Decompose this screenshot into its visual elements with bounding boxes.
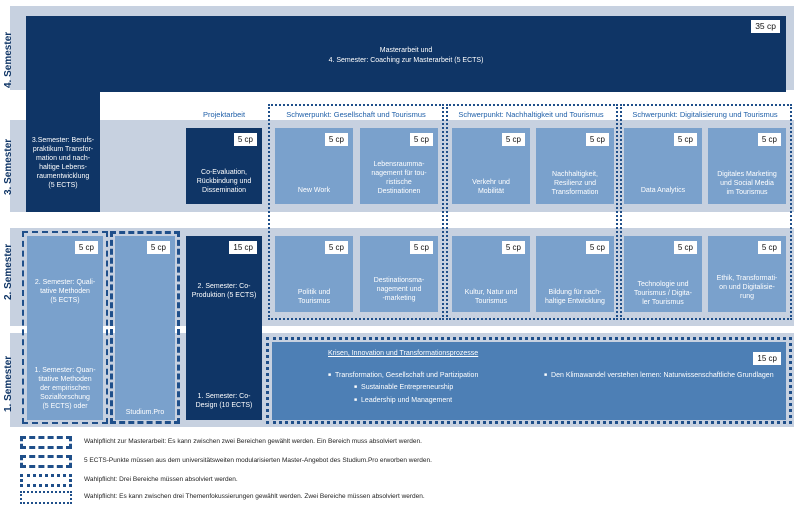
krisen-item: ■ Sustainable Entrepreneurship xyxy=(354,384,453,391)
legend-text-4: Wahlpflicht: Es kann zwischen drei Themenfokussierungen gewählt werden. Zwei Bereiche müssen absolviert werden. xyxy=(84,493,425,500)
module-co-evaluation xyxy=(186,128,262,204)
semester-label-2: 2. Semester xyxy=(3,243,14,300)
module-kultur-natur xyxy=(452,236,530,312)
module-label: Destinationsma- nagement und -marketing xyxy=(373,277,425,302)
module-label: 1. Semester: Quan- titative Methoden der empirischen Sozialforschung (5 ECTS) oder xyxy=(34,367,96,410)
module-digitales-marketing xyxy=(708,128,786,204)
berufspraktikum-text: 3.Semester: Berufs- praktikum Transfor- mation und nach- haltige Lebens- raumentwicklung (5 ECTS) xyxy=(31,137,95,189)
module-new-work xyxy=(275,128,353,204)
module-verkehr-mobilitaet xyxy=(452,128,530,204)
heading-digitalisierung: Schwerpunkt: Digitalisierung und Tourismus xyxy=(632,110,778,119)
cp-badge: 5 cp xyxy=(586,133,609,146)
legend-text-1: Wahlpflicht zur Masterarbeit: Es kann zwischen zwei Bereichen gewählt werden. Ein Bereich muss absolviert werden. xyxy=(84,438,422,445)
module-label: Co-Evaluation, Rückbindung und Dissemination xyxy=(196,169,252,194)
module-label: 2. Semester: Quali- tative Methoden (5 ECTS) xyxy=(34,279,96,304)
module-studium-pro xyxy=(115,236,175,420)
krisen-title: Krisen, Innovation und Transformationsprozesse xyxy=(328,350,479,357)
module-data-analytics xyxy=(624,128,702,204)
legend-text-3: Wahlpflicht: Drei Bereiche müssen absolviert werden. xyxy=(84,476,238,483)
masterarbeit-line2: 4. Semester: Coaching zur Masterarbeit (5 ECTS) xyxy=(328,57,484,64)
module-quantitative-methoden xyxy=(27,316,103,420)
module-lebensraummanagement xyxy=(360,128,438,204)
berufspraktikum-white-strip xyxy=(100,92,786,100)
module-label: Politik und Tourismus xyxy=(297,289,331,305)
legend-symbol-dotted-light xyxy=(20,491,72,504)
cp-badge: 15 cp xyxy=(229,241,257,254)
legend-symbol-dashdot xyxy=(20,436,72,449)
module-nachhaltigkeit-resilienz xyxy=(536,128,614,204)
cp-badge: 5 cp xyxy=(410,133,433,146)
semester-label-1: 1. Semester xyxy=(3,355,14,412)
module-label: Data Analytics xyxy=(640,187,686,194)
module-co-produktion xyxy=(186,236,262,420)
krisen-item: ■ Transformation, Gesellschaft und Partizipation xyxy=(328,372,478,379)
module-label: Ethik, Transformati- on und Digitalisie- rung xyxy=(716,275,778,300)
module-bildung-nachhaltige-entwicklung xyxy=(536,236,614,312)
masterarbeit-cp-badge: 35 cp xyxy=(751,20,780,33)
module-label: New Work xyxy=(297,187,331,194)
krisen-item: ■ Den Klimawandel verstehen lernen: Naturwissenschaftliche Grundlagen xyxy=(544,372,774,379)
masterarbeit-block xyxy=(26,16,786,92)
heading-nachhaltigkeit: Schwerpunkt: Nachhaltigkeit und Tourismus xyxy=(458,110,604,119)
module-label: Lebensraumma- nagement für tou- ristische Destinationen xyxy=(371,161,427,195)
cp-badge: 5 cp xyxy=(325,133,348,146)
cp-badge: 5 cp xyxy=(75,241,98,254)
module-label: Bildung für nach- haltige Entwicklung xyxy=(545,289,605,305)
module-label: Verkehr und Mobilität xyxy=(472,179,510,195)
cp-badge: 5 cp xyxy=(147,241,170,254)
berufspraktikum-block xyxy=(26,92,100,212)
cp-badge: 5 cp xyxy=(674,133,697,146)
cp-badge: 5 cp xyxy=(502,241,525,254)
module-krisen-innovation xyxy=(272,342,786,420)
module-label: Technologie und Tourismus / Digita- ler Tourismus xyxy=(634,281,692,306)
cp-badge: 5 cp xyxy=(502,133,525,146)
cp-badge: 5 cp xyxy=(674,241,697,254)
cp-badge: 5 cp xyxy=(234,133,257,146)
cp-badge: 5 cp xyxy=(758,133,781,146)
module-ethik-transformation xyxy=(708,236,786,312)
legend-symbol-dotted-heavy xyxy=(20,474,72,487)
masterarbeit-line1: Masterarbeit und xyxy=(379,47,433,54)
module-technologie-tourismus xyxy=(624,236,702,312)
semester-label-3: 3. Semester xyxy=(3,138,14,195)
heading-projektarbeit: Projektarbeit xyxy=(202,110,246,119)
krisen-item: ■ Leadership und Management xyxy=(354,397,452,404)
module-destinationsmanagement xyxy=(360,236,438,312)
module-co-design-label: 1. Semester: Co- Design (10 ECTS) xyxy=(195,393,253,409)
module-label: Digitales Marketing und Social Media im Tourismus xyxy=(717,171,777,196)
module-label: Kultur, Natur und Tourismus xyxy=(464,289,518,305)
legend-text-2: 5 ECTS-Punkte müssen aus dem universitätsweiten modularisierten Master-Angebot des Studium.Pro erworben werden. xyxy=(84,457,432,464)
cp-badge: 15 cp xyxy=(753,352,781,365)
module-label: Studium.Pro xyxy=(125,409,165,416)
cp-badge: 5 cp xyxy=(758,241,781,254)
module-label: 2. Semester: Co- Produktion (5 ECTS) xyxy=(191,283,257,299)
semester-label-4: 4. Semester xyxy=(3,31,14,88)
cp-badge: 5 cp xyxy=(586,241,609,254)
cp-badge: 5 cp xyxy=(410,241,433,254)
legend-symbol-dashed xyxy=(20,455,72,468)
module-politik-tourismus xyxy=(275,236,353,312)
module-label: Nachhaltigkeit, Resilienz und Transformation xyxy=(551,171,599,196)
module-qualitative-methoden xyxy=(27,236,103,316)
heading-gesellschaft: Schwerpunkt: Gesellschaft und Tourismus xyxy=(286,110,426,119)
cp-badge: 5 cp xyxy=(325,241,348,254)
